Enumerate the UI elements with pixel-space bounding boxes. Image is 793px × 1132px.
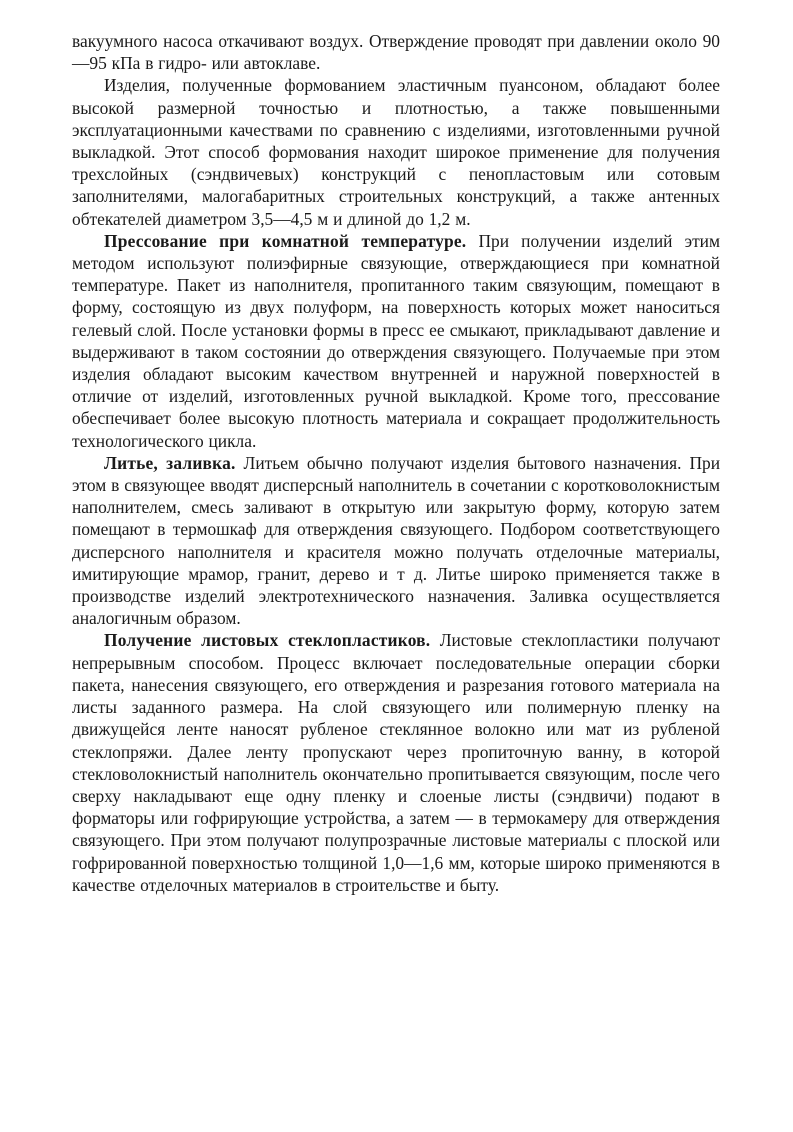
- document-page: [72, 30, 720, 896]
- paragraph-sheet-fiberglass: [72, 629, 720, 895]
- paragraph-heading: Прессование при комнатной температуре.: [104, 230, 467, 251]
- paragraph-text: При получении изделий этим методом используют полиэфирные связующие, отверждающиеся при комнатной температуре. Пакет из наполнителя, пропитанного таким связующим, помещают в форму, состоящую из двух полуформ, на поверхность которых может наноситься гелевый слой. После установки формы в пресс ее смыкают, прикладывают давление и выдерживают в таком состоянии до отверждения связующего. Получаемые при этом изделия обладают высоким качеством внутренней и наружной поверхностей в отличие от изделий, изготовленных ручной выкладкой. Кроме того, прессование обеспечивает более высокую плотность материала и сокращает продолжительность технологического цикла.: [72, 230, 720, 451]
- paragraph-room-temperature-pressing: [72, 230, 720, 452]
- paragraph-continuation: [72, 30, 720, 74]
- paragraph-casting: [72, 452, 720, 630]
- paragraph-text: Изделия, полученные формованием эластичным пуансоном, обладают более высокой размерной точностью и плотностью, а также повышенными эксплуатационными качествами по сравнению с изделиями, изготовленными ручной выкладкой. Этот способ формования находит широкое применение для получения трехслойных (сэндвичевых) конструкций с пенопластовым или сотовым заполнителями, малогабаритных строительных конструкций, а также антенных обтекателей диаметром 3,5—4,5 м и длиной до 1,2 м.: [72, 75, 720, 229]
- paragraph-elastic-punch: [72, 74, 720, 229]
- paragraph-text: вакуумного насоса откачивают воздух. Отверждение проводят при давлении около 90—95 кПа в гидро- или автоклаве.: [72, 31, 720, 74]
- paragraph-heading: Получение листовых стеклопластиков.: [104, 630, 431, 651]
- paragraph-text: Литьем обычно получают изделия бытового назначения. При этом в связующее вводят дисперсный наполнитель в сочетании с коротковолокнистым наполнителем, смесь заливают в открытую или закрытую форму, которую затем помещают в термошкаф для отверждения связующего. Подбором соответствующего дисперсного наполнителя и красителя можно получать отделочные материалы, имитирующие мрамор, гранит, дерево и т д. Литье широко применяется также в производстве изделий электротехнического назначения. Заливка осуществляется аналогичным образом.: [72, 452, 720, 629]
- paragraph-heading: Литье, заливка.: [104, 452, 236, 473]
- paragraph-text: Листовые стеклопластики получают непрерывным способом. Процесс включает последовательные операции сборки пакета, нанесения связующего, его отверждения и разрезания готового материала на листы заданного размера. На слой связующего или полимерную пленку на движущейся ленте наносят рубленое стеклянное волокно или мат из рубленой стеклопряжи. Далее ленту пропускают через пропиточную ванну, в которой стекловолокнистый наполнитель окончательно пропитывается связующим, после чего сверху накладывают еще одну пленку и слоеные листы (сэндвичи) подают в форматоры или гофрирующие устройства, а затем — в термокамеру для отверждения связующего. При этом получают полупрозрачные листовые материалы с плоской или гофрированной поверхностью толщиной 1,0—1,6 мм, которые широко применяются в качестве отделочных материалов в строительстве и быту.: [72, 630, 720, 895]
